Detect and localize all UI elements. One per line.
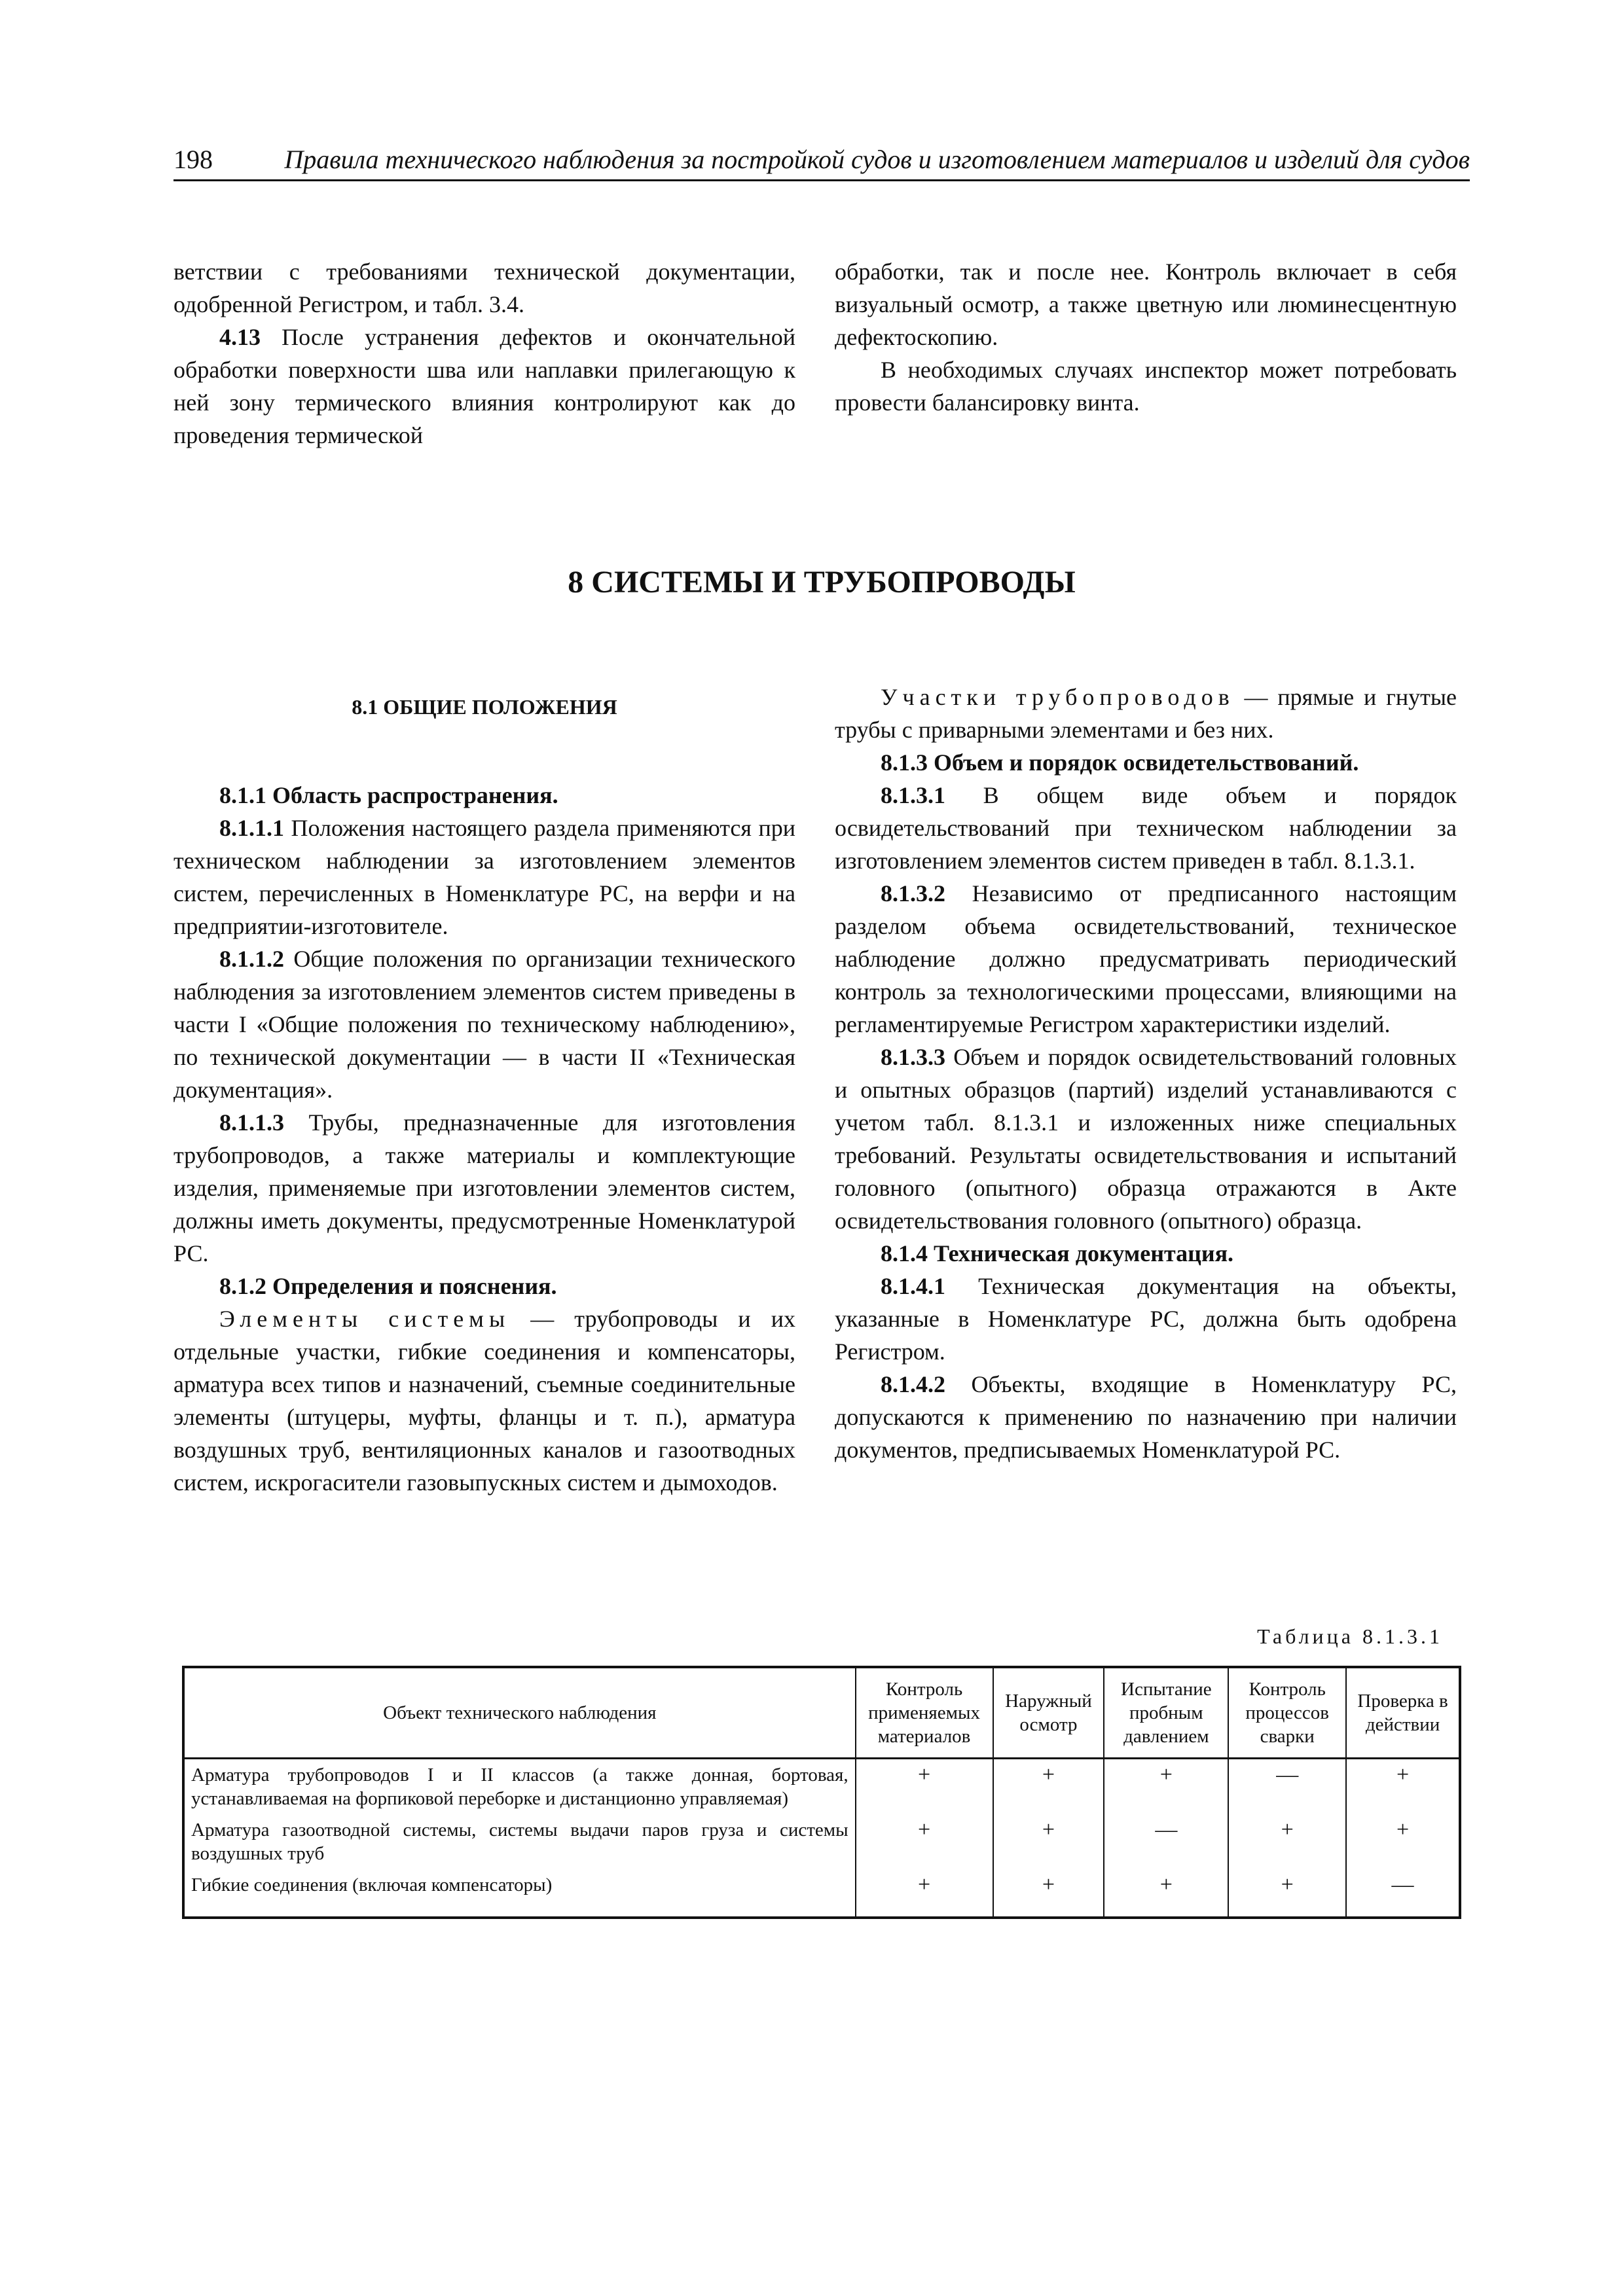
paragraph-text: Независимо от предписанного настоящим разделом объема освидетельствований, техническое наблюдение должно предусматривать периодический контроль за технологическими процессами, влияющими на регламентируемые Регистром характеристики изделий. [835, 880, 1457, 1037]
table-cell-mark: — [1346, 1869, 1460, 1918]
clause-number: 8.1.3.1 [881, 782, 945, 808]
heading-8-1-1: 8.1.1 Область распространения. [219, 782, 558, 808]
column-header: Контроль применяемых материалов [856, 1667, 993, 1759]
table-cell-mark: + [993, 1869, 1104, 1918]
defined-term: Элементы системы [219, 1306, 511, 1332]
table-cell-mark: — [1228, 1759, 1346, 1815]
section-title: 8.1 ОБЩИЕ ПОЛОЖЕНИЯ [352, 695, 617, 719]
column-header: Испытание пробным давлением [1104, 1667, 1228, 1759]
top-left-column [173, 255, 795, 452]
table-row [183, 1869, 1460, 1918]
table-row [183, 1814, 1460, 1869]
paragraph-text: Объем и порядок освидетельствований головных и опытных образцов (партий) изделий устанавливаются с учетом табл. 8.1.3.1 и изложенных ниже специальных требований. Результаты освидетельствования и испытаний головного (опытного) образца отражаются в Акте освидетельствования головного (опытного) образца. [835, 1044, 1457, 1234]
table-caption: Таблица 8.1.3.1 [1257, 1624, 1443, 1648]
definition-text: — прямые и гнутые трубы с приварными элементами и без них. [835, 684, 1457, 743]
clause-number: 8.1.4.2 [881, 1371, 945, 1397]
table-row [183, 1759, 1460, 1815]
table-cell-mark: + [993, 1814, 1104, 1869]
definition-pipe-sections [835, 681, 1457, 746]
chapter-title: 8 СИСТЕМЫ И ТРУБОПРОВОДЫ [568, 565, 1076, 600]
paragraph-text: Техническая документация на объекты, указанные в Номенклатуре РС, должна быть одобрена Регистром. [835, 1273, 1457, 1365]
paragraph-8-1-1-3 [173, 1106, 795, 1270]
table-cell-mark: + [1346, 1759, 1460, 1815]
paragraph: ветствии с требованиями технической документации, одобренной Регистром, и табл. 3.4. [173, 259, 795, 317]
clause-number: 8.1.1.2 [219, 946, 284, 972]
paragraph: В необходимых случаях инспектор может потребовать провести балансировку винта. [835, 357, 1457, 416]
table-cell-mark: + [1228, 1869, 1346, 1918]
defined-term: Участки трубопроводов [881, 684, 1235, 710]
running-title: Правила технического наблюдения за постройкой судов и изготовлением материалов и изделий для судов [284, 145, 1470, 174]
table-cell-mark: + [1346, 1814, 1460, 1869]
clause-number: 8.1.3.3 [881, 1044, 945, 1070]
paragraph-8-1-1-1 [173, 812, 795, 942]
column-header: Проверка в действии [1346, 1667, 1460, 1759]
inspection-table [182, 1666, 1461, 1919]
paragraph-text: Трубы, предназначенные для изготовления трубопроводов, а также материалы и комплектующие изделия, применяемые при изготовлении элементов систем, должны иметь документы, предусмотренные Номенклатурой РС. [173, 1109, 795, 1266]
clause-number: 8.1.1.1 [219, 815, 284, 841]
paragraph-text: Объекты, входящие в Номенклатуру РС, допускаются к применению по назначению при наличии документов, предписываемых Номенклатурой РС. [835, 1371, 1457, 1463]
paragraph-4-13 [173, 321, 795, 452]
clause-number: 4.13 [219, 324, 261, 350]
paragraph-text: Общие положения по организации технического наблюдения за изготовлением элементов систем приведены в части I «Общие положения по техническому наблюдению», по технической документации — в части II «Техническая документация». [173, 946, 795, 1103]
right-column [835, 681, 1457, 1466]
paragraph-text: После устранения дефектов и окончательной обработки поверхности шва или наплавки прилегающую к ней зону термического влияния контролируют как до проведения термической [173, 324, 795, 448]
left-column [173, 779, 795, 1499]
page-number: 198 [173, 145, 213, 174]
heading-8-1-2: 8.1.2 Определения и пояснения. [219, 1273, 557, 1299]
column-header: Объект технического наблюдения [183, 1667, 856, 1759]
heading-8-1-4: 8.1.4 Техническая документация. [881, 1240, 1234, 1266]
table-cell-mark: + [856, 1759, 993, 1815]
clause-number: 8.1.4.1 [881, 1273, 945, 1299]
table-cell-object: Арматура газоотводной системы, системы выдачи паров груза и системы воздушных труб [183, 1814, 856, 1869]
table-cell-object: Гибкие соединения (включая компенсаторы) [183, 1869, 856, 1918]
column-header: Наружный осмотр [993, 1667, 1104, 1759]
table-cell-mark: + [1104, 1759, 1228, 1815]
paragraph-8-1-4-2 [835, 1368, 1457, 1466]
clause-number: 8.1.3.2 [881, 880, 945, 906]
table-cell-mark: — [1104, 1814, 1228, 1869]
table-cell-mark: + [993, 1759, 1104, 1815]
paragraph-8-1-1-2 [173, 942, 795, 1106]
definition-text: — трубопроводы и их отдельные участки, гибкие соединения и компенсаторы, арматура всех типов и назначений, съемные соединительные элементы (штуцеры, муфты, фланцы и т. п.), арматура воздушных труб, вентиляционных каналов и газоотводных систем, искрогасители газовыпускных систем и дымоходов. [173, 1306, 795, 1496]
top-right-column [835, 255, 1457, 419]
table-cell-mark: + [1104, 1869, 1228, 1918]
paragraph-8-1-4-1 [835, 1270, 1457, 1368]
paragraph-text: В общем виде объем и порядок освидетельствований при техническом наблюдении за изготовлением элементов систем приведен в табл. 8.1.3.1. [835, 782, 1457, 874]
table-cell-mark: + [856, 1869, 993, 1918]
table-cell-mark: + [1228, 1814, 1346, 1869]
paragraph-8-1-3-2 [835, 877, 1457, 1041]
paragraph-8-1-3-3 [835, 1041, 1457, 1237]
table-cell-object: Арматура трубопроводов I и II классов (а также донная, бортовая, устанавливаемая на форпиковой переборке и дистанционно управляемая) [183, 1759, 856, 1815]
table-header-row [183, 1667, 1460, 1759]
heading-8-1-3: 8.1.3 Объем и порядок освидетельствований. [881, 749, 1359, 776]
definition-elements [173, 1302, 795, 1499]
paragraph-8-1-3-1 [835, 779, 1457, 877]
paragraph-text: Положения настоящего раздела применяются при техническом наблюдении за изготовлением элементов систем, перечисленных в Номенклатуре РС, на верфи и на предприятии-изготовителе. [173, 815, 795, 939]
paragraph: обработки, так и после нее. Контроль включает в себя визуальный осмотр, а также цветную или люминесцентную дефектоскопию. [835, 259, 1457, 350]
table-cell-mark: + [856, 1814, 993, 1869]
page-header [173, 144, 1470, 181]
column-header: Контроль процессов сварки [1228, 1667, 1346, 1759]
clause-number: 8.1.1.3 [219, 1109, 284, 1136]
